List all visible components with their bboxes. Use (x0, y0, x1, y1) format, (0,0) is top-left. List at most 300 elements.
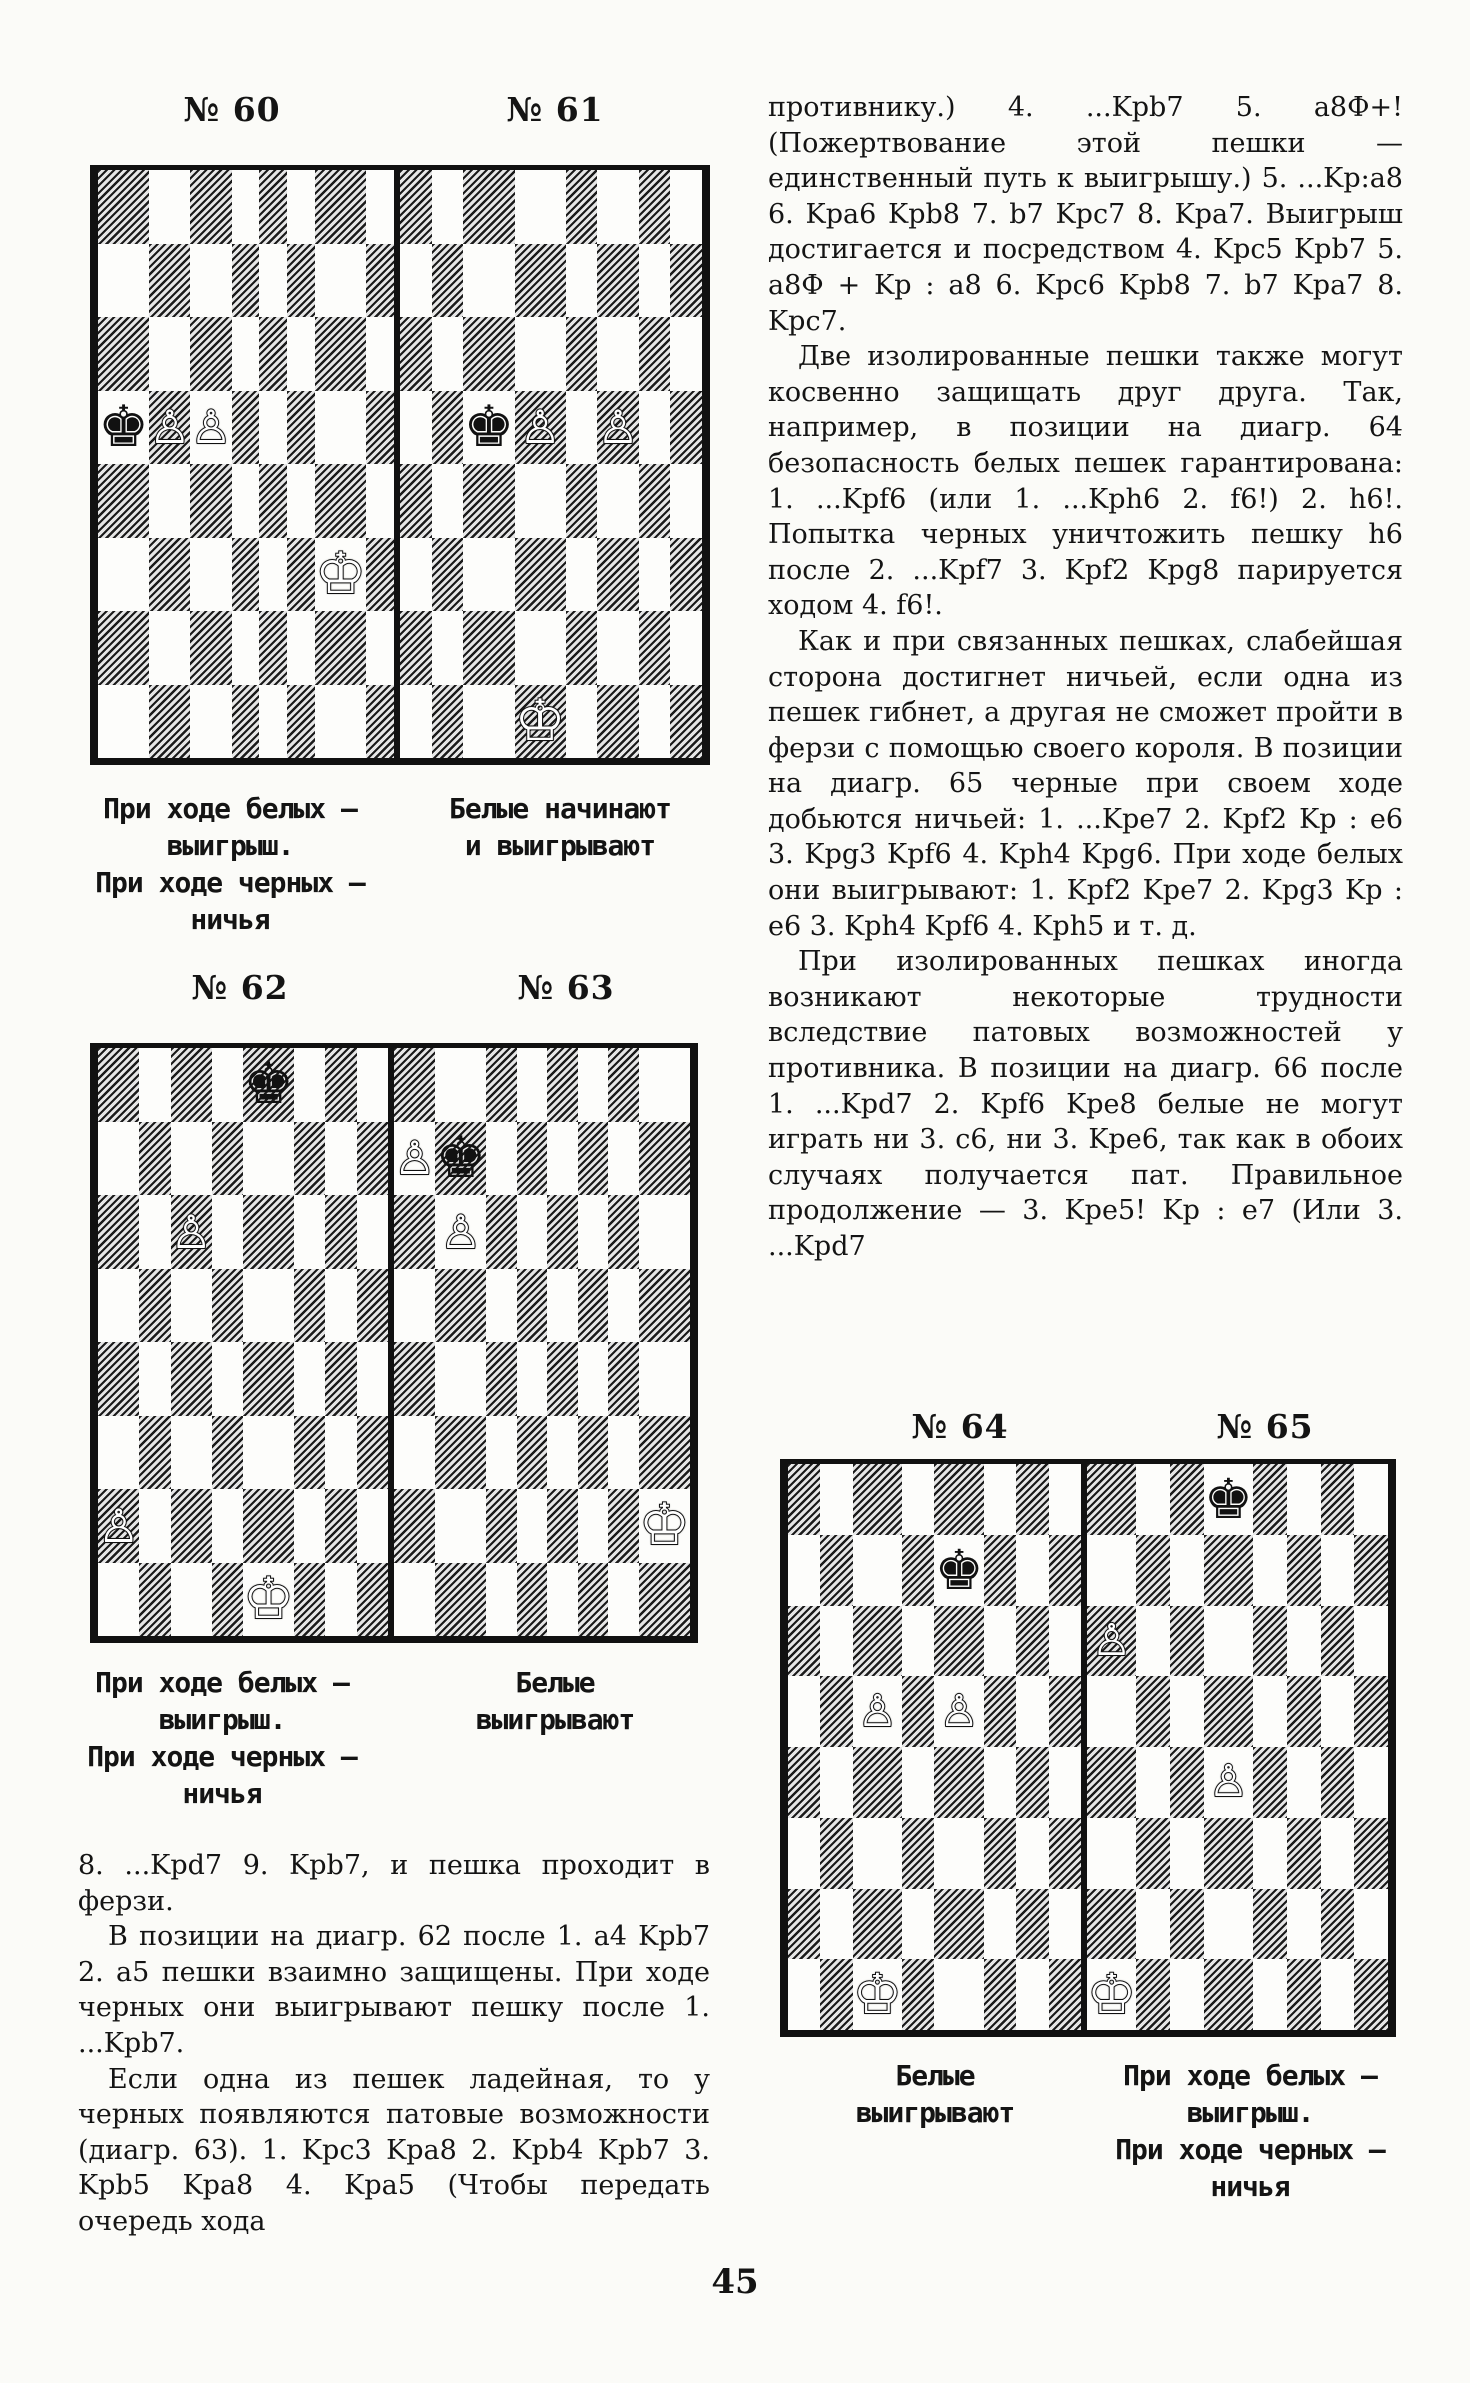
square-d2 (902, 1889, 934, 1960)
square-b7 (149, 244, 190, 318)
square-c2 (190, 611, 231, 685)
square-a4 (400, 464, 432, 538)
square-g5 (315, 391, 366, 465)
white-pawn-icon: ♙ (440, 1204, 482, 1259)
square-d5 (515, 391, 566, 465)
square-g6 (639, 317, 671, 391)
square-a4 (788, 1747, 820, 1818)
square-g1 (1321, 1959, 1355, 2030)
square-f7 (287, 244, 315, 318)
square-f5 (597, 391, 638, 465)
square-g3 (325, 1416, 356, 1490)
square-a6 (1087, 1606, 1136, 1677)
square-a2 (98, 611, 149, 685)
square-d5 (212, 1269, 243, 1343)
square-c6 (853, 1606, 902, 1677)
square-e6 (1253, 1606, 1287, 1677)
square-c1 (190, 685, 231, 759)
square-d8 (517, 1048, 548, 1122)
square-h5 (1354, 1676, 1388, 1747)
paragraph: Как и при связанных пешках, слабейшая сторона достигнет ничьей, если одна из пешек гибнет, а другая не сможет пройти в ферзи с помощью своего короля. В позиции на диагр. 65 черные при своем ходе добьются ничьей: 1. ...Kpe7 2. Kpf2 Kp : e6 3. Kpg3 Kpf6 4. Kph4 Kpg6. При ходе белых они выигрывают: 1. Kpf2 Kpe7 2. Kpg3 Kp : e6 3. Kph4 Kpf6 4. Kph5 и т. д. (768, 625, 1403, 942)
square-f4 (984, 1747, 1016, 1818)
square-c1 (853, 1959, 902, 2030)
square-g7 (1016, 1535, 1048, 1606)
square-c1 (486, 1563, 517, 1637)
square-e3 (1253, 1818, 1287, 1889)
square-h3 (357, 1416, 388, 1490)
diagram-62-number: № 62 (191, 968, 289, 1007)
square-b8 (1136, 1464, 1170, 1535)
square-f3 (984, 1818, 1016, 1889)
square-h3 (639, 1416, 690, 1490)
square-c6 (190, 317, 231, 391)
square-c5 (853, 1676, 902, 1747)
square-g8 (1016, 1464, 1048, 1535)
square-e2 (566, 611, 598, 685)
square-a7 (98, 1122, 139, 1196)
square-g1 (1016, 1959, 1048, 2030)
square-g3 (608, 1416, 639, 1490)
square-c6 (1170, 1606, 1204, 1677)
square-c1 (171, 1563, 212, 1637)
square-b5 (139, 1269, 170, 1343)
square-d2 (1204, 1889, 1253, 1960)
square-d7 (232, 244, 260, 318)
caption-62 (62, 1664, 382, 1812)
square-b1 (149, 685, 190, 759)
square-f7 (578, 1122, 609, 1196)
square-g6 (315, 317, 366, 391)
caption-line: При ходе черных — (87, 1740, 357, 1773)
square-h5 (639, 1269, 690, 1343)
square-h4 (1354, 1747, 1388, 1818)
square-f4 (294, 1342, 325, 1416)
square-d7 (515, 244, 566, 318)
square-d5 (902, 1676, 934, 1747)
square-d2 (212, 1489, 243, 1563)
caption-line: При ходе белых — (103, 792, 357, 825)
right-column-text (768, 90, 1403, 1265)
square-f3 (287, 538, 315, 612)
square-f2 (578, 1489, 609, 1563)
black-king-icon: ♚ (435, 1124, 487, 1191)
square-d7 (1204, 1535, 1253, 1606)
white-pawn-icon: ♙ (149, 400, 191, 455)
square-b2 (435, 1489, 486, 1563)
square-e2 (934, 1889, 983, 1960)
square-e7 (1253, 1535, 1287, 1606)
square-e5 (566, 391, 598, 465)
square-c8 (171, 1048, 212, 1122)
square-d1 (517, 1563, 548, 1637)
square-a3 (98, 1416, 139, 1490)
square-b4 (139, 1342, 170, 1416)
square-e8 (934, 1464, 983, 1535)
square-f8 (578, 1048, 609, 1122)
square-c2 (463, 611, 514, 685)
square-e1 (243, 1563, 294, 1637)
white-pawn-icon: ♙ (190, 400, 232, 455)
square-b4 (435, 1342, 486, 1416)
square-a5 (98, 1269, 139, 1343)
diagram-65-number: № 65 (1216, 1407, 1314, 1446)
white-king-icon: ♔ (1087, 1962, 1137, 2027)
square-a7 (98, 244, 149, 318)
square-b8 (432, 170, 464, 244)
white-king-icon: ♔ (852, 1962, 903, 2027)
square-d8 (902, 1464, 934, 1535)
square-f6 (597, 317, 638, 391)
square-b7 (139, 1122, 170, 1196)
page-number: 45 (711, 2262, 759, 2302)
white-king-icon: ♔ (315, 540, 367, 607)
square-d5 (517, 1269, 548, 1343)
square-e1 (259, 685, 287, 759)
square-g6 (1016, 1606, 1048, 1677)
square-e3 (566, 538, 598, 612)
square-h6 (1354, 1606, 1388, 1677)
square-b2 (139, 1489, 170, 1563)
square-h7 (670, 244, 702, 318)
square-f7 (1287, 1535, 1321, 1606)
square-b4 (432, 464, 464, 538)
square-c4 (463, 464, 514, 538)
square-c4 (190, 464, 231, 538)
square-b6 (820, 1606, 852, 1677)
square-a5 (394, 1269, 435, 1343)
square-g8 (639, 170, 671, 244)
square-f7 (984, 1535, 1016, 1606)
square-d4 (515, 464, 566, 538)
square-h7 (639, 1122, 690, 1196)
square-h2 (639, 1489, 690, 1563)
square-b4 (820, 1747, 852, 1818)
square-h1 (357, 1563, 388, 1637)
square-e7 (259, 244, 287, 318)
square-f4 (1287, 1747, 1321, 1818)
square-a3 (400, 538, 432, 612)
black-king-icon: ♚ (1203, 1466, 1254, 1531)
square-g1 (325, 1563, 356, 1637)
caption-line: ничья (182, 1777, 262, 1810)
square-d5 (232, 391, 260, 465)
square-g5 (1321, 1676, 1355, 1747)
square-b1 (432, 685, 464, 759)
square-g7 (639, 244, 671, 318)
black-king-icon: ♚ (98, 393, 150, 460)
square-e4 (1253, 1747, 1287, 1818)
square-h2 (357, 1489, 388, 1563)
square-f6 (984, 1606, 1016, 1677)
square-c7 (463, 244, 514, 318)
square-d3 (232, 538, 260, 612)
square-c4 (486, 1342, 517, 1416)
square-f5 (984, 1676, 1016, 1747)
square-b3 (139, 1416, 170, 1490)
square-e5 (934, 1676, 983, 1747)
square-d7 (517, 1122, 548, 1196)
square-e3 (243, 1416, 294, 1490)
square-b1 (435, 1563, 486, 1637)
square-g8 (315, 170, 366, 244)
chess-diagram-60 (90, 165, 397, 765)
square-b1 (1136, 1959, 1170, 2030)
square-e1 (547, 1563, 578, 1637)
square-b7 (435, 1122, 486, 1196)
square-g8 (1321, 1464, 1355, 1535)
square-a7 (394, 1122, 435, 1196)
square-h5 (1049, 1676, 1081, 1747)
square-b5 (432, 391, 464, 465)
square-b6 (432, 317, 464, 391)
square-g6 (325, 1195, 356, 1269)
caption-line: и выигрывают (464, 829, 656, 862)
white-king-icon: ♔ (243, 1565, 295, 1632)
square-a8 (788, 1464, 820, 1535)
white-pawn-icon: ♙ (519, 400, 561, 455)
square-c7 (190, 244, 231, 318)
square-a8 (394, 1048, 435, 1122)
diagram-60-number: № 60 (183, 90, 281, 129)
square-f1 (1287, 1959, 1321, 2030)
square-d7 (902, 1535, 934, 1606)
square-c2 (1170, 1889, 1204, 1960)
square-d3 (517, 1416, 548, 1490)
square-e8 (259, 170, 287, 244)
square-f4 (578, 1342, 609, 1416)
square-e2 (243, 1489, 294, 1563)
square-c2 (486, 1489, 517, 1563)
square-a3 (98, 538, 149, 612)
square-h6 (357, 1195, 388, 1269)
square-h3 (1049, 1818, 1081, 1889)
diagram-63-number: № 63 (517, 968, 615, 1007)
square-a1 (98, 1563, 139, 1637)
caption-60 (70, 790, 390, 938)
square-b4 (149, 464, 190, 538)
square-h7 (1354, 1535, 1388, 1606)
paragraph: В позиции на диагр. 62 после 1. a4 Kpb7 2. a5 пешки взаимно защищены. При ходе черных они выигрывают пешку после 1. ...Kpb7. (78, 1921, 710, 2059)
square-b3 (435, 1416, 486, 1490)
square-e8 (566, 170, 598, 244)
square-d1 (212, 1563, 243, 1637)
square-c3 (463, 538, 514, 612)
paragraph: противнику.) 4. ...Kpb7 5. a8Ф+! (Пожертвование этой пешки — единственный путь к выигрышу.) 5. ...Kp:a8 6. Kpa6 Kpb8 7. b7 Kpc7 8. Kpa7. Выигрыш достигается и посредством 4. Kpc5 Kpb7 5. a8Ф + Kp : a8 6. Kpc6 Kpb8 7. b7 Kpa7 8. Kpc7. (768, 92, 1403, 337)
square-h8 (1354, 1464, 1388, 1535)
square-e4 (566, 464, 598, 538)
square-f4 (597, 464, 638, 538)
square-c8 (190, 170, 231, 244)
square-d3 (902, 1818, 934, 1889)
square-a7 (400, 244, 432, 318)
square-e5 (1253, 1676, 1287, 1747)
square-f3 (597, 538, 638, 612)
square-e3 (934, 1818, 983, 1889)
square-g1 (315, 685, 366, 759)
square-e3 (547, 1416, 578, 1490)
caption-64 (790, 2057, 1080, 2131)
square-h2 (366, 611, 394, 685)
square-c3 (1170, 1818, 1204, 1889)
square-c8 (486, 1048, 517, 1122)
square-b2 (149, 611, 190, 685)
square-e5 (259, 391, 287, 465)
square-b7 (432, 244, 464, 318)
square-f1 (287, 685, 315, 759)
square-c3 (190, 538, 231, 612)
square-d8 (1204, 1464, 1253, 1535)
square-g1 (608, 1563, 639, 1637)
paragraph: 8. ...Kpd7 9. Kpb7, и пешка проходит в ферзи. (78, 1850, 710, 1917)
square-b7 (820, 1535, 852, 1606)
square-e1 (934, 1959, 983, 2030)
square-e4 (547, 1342, 578, 1416)
square-f2 (1287, 1889, 1321, 1960)
square-d3 (212, 1416, 243, 1490)
black-king-icon: ♚ (934, 1537, 984, 1602)
square-b6 (139, 1195, 170, 1269)
square-c3 (853, 1818, 902, 1889)
white-pawn-icon: ♙ (394, 1131, 436, 1186)
square-b2 (432, 611, 464, 685)
square-e3 (259, 538, 287, 612)
square-g2 (1016, 1889, 1048, 1960)
square-g5 (325, 1269, 356, 1343)
white-king-icon: ♔ (638, 1492, 690, 1559)
square-f5 (294, 1269, 325, 1343)
caption-line: При ходе белых — (1123, 2059, 1377, 2092)
square-c8 (853, 1464, 902, 1535)
square-b8 (149, 170, 190, 244)
square-h4 (357, 1342, 388, 1416)
square-h8 (366, 170, 394, 244)
caption-line: При ходе черных — (95, 866, 365, 899)
square-f7 (294, 1122, 325, 1196)
white-king-icon: ♔ (514, 687, 566, 754)
square-b3 (820, 1818, 852, 1889)
square-d2 (515, 611, 566, 685)
square-e4 (243, 1342, 294, 1416)
square-b3 (432, 538, 464, 612)
black-king-icon: ♚ (243, 1051, 295, 1118)
square-a1 (788, 1959, 820, 2030)
square-a1 (98, 685, 149, 759)
square-d1 (1204, 1959, 1253, 2030)
square-c2 (171, 1489, 212, 1563)
square-f2 (294, 1489, 325, 1563)
square-g3 (315, 538, 366, 612)
square-d4 (212, 1342, 243, 1416)
square-g7 (315, 244, 366, 318)
square-e1 (566, 685, 598, 759)
square-g8 (325, 1048, 356, 1122)
square-a6 (400, 317, 432, 391)
square-f7 (597, 244, 638, 318)
square-c5 (1170, 1676, 1204, 1747)
square-f6 (1287, 1606, 1321, 1677)
square-h4 (670, 464, 702, 538)
square-c7 (1170, 1535, 1204, 1606)
square-h4 (1049, 1747, 1081, 1818)
square-h8 (357, 1048, 388, 1122)
square-f6 (287, 317, 315, 391)
square-e8 (1253, 1464, 1287, 1535)
square-f8 (1287, 1464, 1321, 1535)
square-h8 (1049, 1464, 1081, 1535)
square-c6 (171, 1195, 212, 1269)
square-b4 (1136, 1747, 1170, 1818)
square-g5 (1016, 1676, 1048, 1747)
square-a5 (788, 1676, 820, 1747)
square-c4 (1170, 1747, 1204, 1818)
square-c6 (463, 317, 514, 391)
square-e8 (547, 1048, 578, 1122)
square-f1 (597, 685, 638, 759)
square-b2 (1136, 1889, 1170, 1960)
square-d6 (232, 317, 260, 391)
square-c7 (486, 1122, 517, 1196)
square-a5 (98, 391, 149, 465)
square-h6 (366, 317, 394, 391)
square-e4 (259, 464, 287, 538)
square-a7 (788, 1535, 820, 1606)
square-b1 (139, 1563, 170, 1637)
caption-line: выигрыш. (158, 1703, 286, 1736)
square-d3 (1204, 1818, 1253, 1889)
square-h2 (1354, 1889, 1388, 1960)
square-b1 (820, 1959, 852, 2030)
white-pawn-icon: ♙ (1091, 1614, 1132, 1666)
square-e2 (259, 611, 287, 685)
caption-line: ничья (1210, 2170, 1290, 2203)
square-f1 (984, 1959, 1016, 2030)
white-pawn-icon: ♙ (857, 1685, 898, 1737)
square-b2 (820, 1889, 852, 1960)
square-d6 (1204, 1606, 1253, 1677)
square-e7 (566, 244, 598, 318)
square-b8 (139, 1048, 170, 1122)
square-g4 (315, 464, 366, 538)
caption-63 (410, 1664, 700, 1738)
square-a5 (400, 391, 432, 465)
caption-65 (1085, 2057, 1415, 2205)
white-pawn-icon: ♙ (597, 400, 639, 455)
square-c5 (463, 391, 514, 465)
caption-line: выигрыш. (166, 829, 294, 862)
white-pawn-icon: ♙ (170, 1204, 212, 1259)
square-a5 (1087, 1676, 1136, 1747)
square-e6 (243, 1195, 294, 1269)
square-a4 (98, 464, 149, 538)
square-d4 (1204, 1747, 1253, 1818)
chess-diagram-64 (780, 1459, 1084, 2037)
left-column-text (78, 1848, 710, 2240)
square-h6 (1049, 1606, 1081, 1677)
square-c7 (853, 1535, 902, 1606)
square-d6 (212, 1195, 243, 1269)
square-d4 (902, 1747, 934, 1818)
square-g3 (1016, 1818, 1048, 1889)
square-e2 (547, 1489, 578, 1563)
square-c5 (171, 1269, 212, 1343)
square-c6 (486, 1195, 517, 1269)
square-f5 (287, 391, 315, 465)
caption-line: ничья (190, 903, 270, 936)
square-f5 (1287, 1676, 1321, 1747)
square-d5 (1204, 1676, 1253, 1747)
square-h3 (366, 538, 394, 612)
white-pawn-icon: ♙ (1208, 1756, 1249, 1808)
